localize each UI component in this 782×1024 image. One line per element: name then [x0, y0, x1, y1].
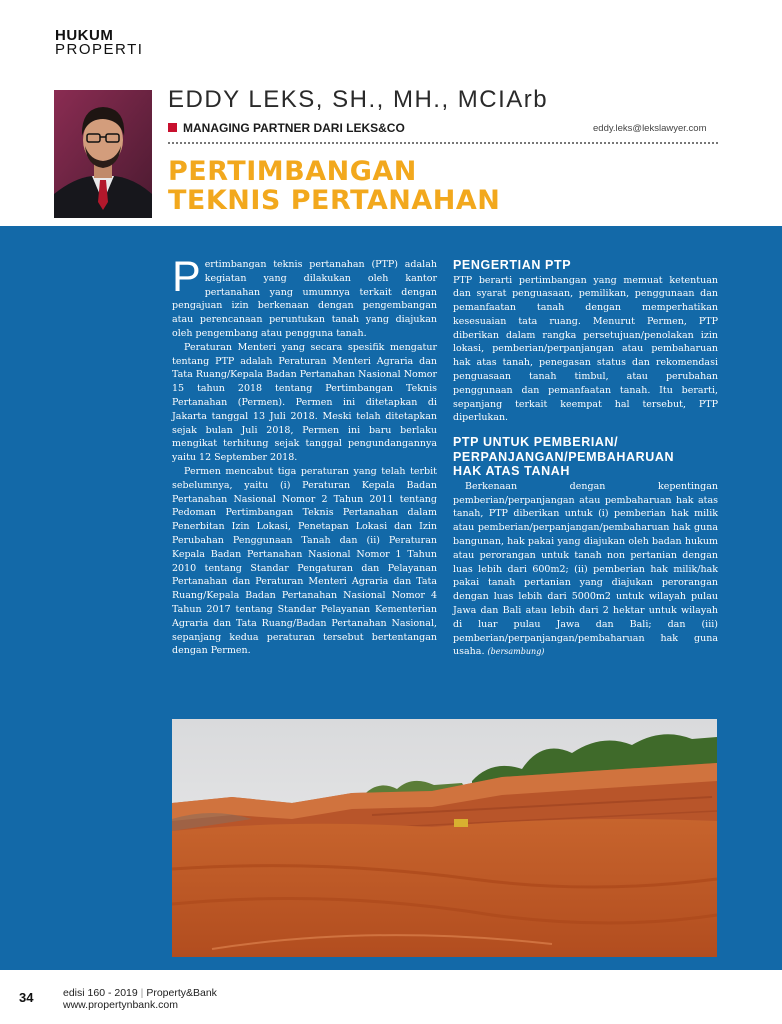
author-role-text: MANAGING PARTNER DARI LEKS&CO	[183, 121, 405, 135]
drop-cap: P	[172, 253, 201, 301]
footer-magazine: Property&Bank	[146, 987, 217, 999]
paragraph-land-rights-text: Berkenaan dengan kepentingan pemberian/perpanjangan atau pembaharuan hak atas tanah, PTP diberikan untuk (i) pemberian hak milik atau pemberian/perpanjangan/pembaharuan hak guna bangunan, hak pakai yang diajukan oleh badan hukum atau perorangan untuk tanah non pertanian dengan luas lebih dari 600m2; (ii) pemberian hak milik/hak pakai tanah pertanian yang diajukan perorangan dengan luas lebih dari 5000m2 untuk wilayah pulau Jawa dan Bali atau lebih dari 2 hektar untuk wilayah di luar pulau Jawa dan Bali; dan (iii) pemberian/perpanjangan/pembaharuan hak guna usaha.	[453, 480, 718, 658]
article-headline	[168, 157, 500, 215]
land-excavation-photo	[172, 719, 717, 957]
rubric-line-2: PROPERTI	[55, 41, 144, 58]
author-name: EDDY LEKS, SH., MH., MCIArb	[168, 86, 549, 113]
author-role	[168, 121, 405, 135]
subheading-land-rights	[453, 435, 718, 479]
portrait-illustration	[54, 90, 152, 218]
subheading-land-rights-line-3: HAK ATAS TANAH	[453, 464, 570, 479]
paragraph-intro-text: ertimbangan teknis pertanahan (PTP) adalah kegiatan yang dilakukan oleh kantor pertanahan yang umumnya terkait dengan pengajuan izin berkenaan dengan pengembangan atau perencanaan peruntukan tanah yang diajukan oleh pengembang atau pengguna tanah.	[172, 259, 437, 339]
subheading-land-rights-line-2: PERPANJANGAN/PEMBAHARUAN	[453, 449, 675, 464]
subheading-land-rights-line-1: PTP UNTUK PEMBERIAN/	[453, 435, 619, 450]
footer-edition-line	[63, 987, 217, 999]
article-column-right	[453, 258, 718, 659]
paragraph-revocation: Permen mencabut tiga peraturan yang telah terbit sebelumnya, yaitu (i) Peraturan Kepala Badan Pertanahan Nasional Nomor 2 Tahun 2011 tentang Pedoman Pertimbangan Teknis Pertanahan dalam Penerbitan Izin Lokasi, Penetapan Lokasi dan Izin Perubahan Penggunaan Tanah dan (ii) Peraturan Kepala Badan Pertanahan Nasional Nomor 1 Tahun 2010 tentang Standar Pengaturan dan Pelayanan Pertanahan dan Peraturan Menteri Agraria dan Tata Ruang/Kepala Badan Pertanahan Nasional Nomor 4 Tahun 2017 tentang Standar Pelayanan Kementerian Agraria dan Tata Ruang/Badan Pertanahan Nasional, sepanjang kedua peraturan tersebut bertentangan dengan Permen.	[172, 465, 437, 657]
footer-website[interactable]: www.propertynbank.com	[63, 999, 178, 1011]
section-rubric	[55, 28, 143, 57]
dotted-divider	[168, 142, 718, 144]
page-number: 34	[19, 990, 34, 1005]
headline-line-2: TEKNIS PERTANAHAN	[168, 185, 501, 216]
footer-edition: edisi 160 - 2019	[63, 987, 138, 999]
author-email[interactable]: eddy.leks@lekslawyer.com	[593, 123, 707, 134]
paragraph-definition: PTP berarti pertimbangan yang memuat ketentuan dan syarat penguasaan, pemilikan, penggunaan dan pemanfaatan tanah dengan memperhatikan kesesuaian tata ruang. Menurut Permen, PTP diberikan dalam rangka persetujuan/penolakan izin lokasi, pemberian/perpanjangan atau pembaharuan hak atas tanah, penegasan status dan rekomendasi penguasaan tanah timbul, atau perubahan penggunaan dan pemanfaatan tanah. Itu berarti, sepanjang terkait keempat hal tersebut, PTP diperlukan.	[453, 274, 718, 424]
article-column-left	[172, 253, 437, 658]
paragraph-intro	[172, 253, 437, 341]
land-photo-illustration	[172, 719, 717, 957]
rubric-line-1: HUKUM	[55, 27, 114, 44]
footer-separator: |	[140, 987, 144, 999]
continued-note: (bersambung)	[487, 647, 545, 657]
paragraph-land-rights	[453, 480, 718, 659]
red-square-icon	[168, 123, 177, 132]
author-portrait	[54, 90, 152, 218]
subheading-definition: PENGERTIAN PTP	[453, 258, 572, 272]
paragraph-regulation: Peraturan Menteri yang secara spesifik mengatur tentang PTP adalah Peraturan Menteri Agraria dan Tata Ruang/Kepala Badan Pertanahan Nasional Nomor 15 tahun 2018 tentang Pertimbangan Teknis Pertanahan (Permen). Permen ini ditetapkan di Jakarta tanggal 13 Juli 2018. Meski telah ditetapkan sejak bulan Juli 2018, Permen ini baru berlaku mengikat terhitung sejak tanggal pengundangannya yaitu 12 September 2018.	[172, 341, 437, 464]
headline-line-1: PERTIMBANGAN	[168, 156, 417, 187]
